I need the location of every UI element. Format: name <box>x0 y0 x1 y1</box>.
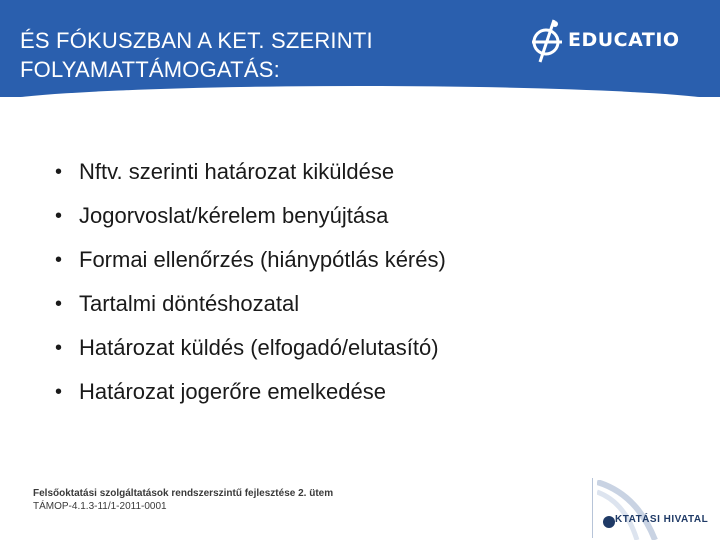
educatio-logo <box>528 18 698 64</box>
bullet-marker: • <box>55 161 63 183</box>
slide-title <box>20 26 470 84</box>
bullet-marker: • <box>55 337 63 359</box>
bullet-text: Jogorvoslat/kérelem benyújtása <box>79 203 389 228</box>
footer-info <box>33 487 333 513</box>
bullet-marker: • <box>55 293 63 315</box>
slide-header <box>0 0 720 97</box>
bullet-marker: • <box>55 381 63 403</box>
oktatasi-hivatal-logo-text: KTATÁSI HIVATAL <box>615 514 709 525</box>
title-line-2: FOLYAMATTÁMOGATÁS: <box>20 57 280 82</box>
bullet-text: Határozat küldés (elfogadó/elutasító) <box>79 335 439 360</box>
bullet-item <box>55 196 446 240</box>
bullet-text: Formai ellenőrzés (hiánypótlás kérés) <box>79 247 446 272</box>
title-line-1: ÉS FÓKUSZBAN A KET. SZERINTI <box>20 28 373 53</box>
bullet-text: Nftv. szerinti határozat kiküldése <box>79 159 395 184</box>
bullet-text: Tartalmi döntéshozatal <box>79 291 300 316</box>
oktatasi-hivatal-emblem-icon <box>597 480 720 540</box>
oktatasi-hivatal-logo <box>597 480 720 540</box>
bullet-text: Határozat jogerőre emelkedése <box>79 379 386 404</box>
bullet-item <box>55 284 446 328</box>
header-curve <box>0 86 720 97</box>
educatio-emblem-icon <box>528 18 568 64</box>
bullet-marker: • <box>55 249 63 271</box>
bullet-marker: • <box>55 205 63 227</box>
bullet-item <box>55 240 446 284</box>
educatio-logo-text: EDUCATIO <box>568 29 680 51</box>
footer-project-code: TÁMOP-4.1.3-11/1-2011-0001 <box>33 501 167 512</box>
bullet-item <box>55 328 446 372</box>
footer-divider <box>592 478 593 538</box>
bullet-item <box>55 152 446 196</box>
bullet-list <box>55 152 446 416</box>
bullet-item <box>55 372 446 416</box>
footer-project-title: Felsőoktatási szolgáltatások rendszerszintű fejlesztése 2. ütem <box>33 488 334 499</box>
